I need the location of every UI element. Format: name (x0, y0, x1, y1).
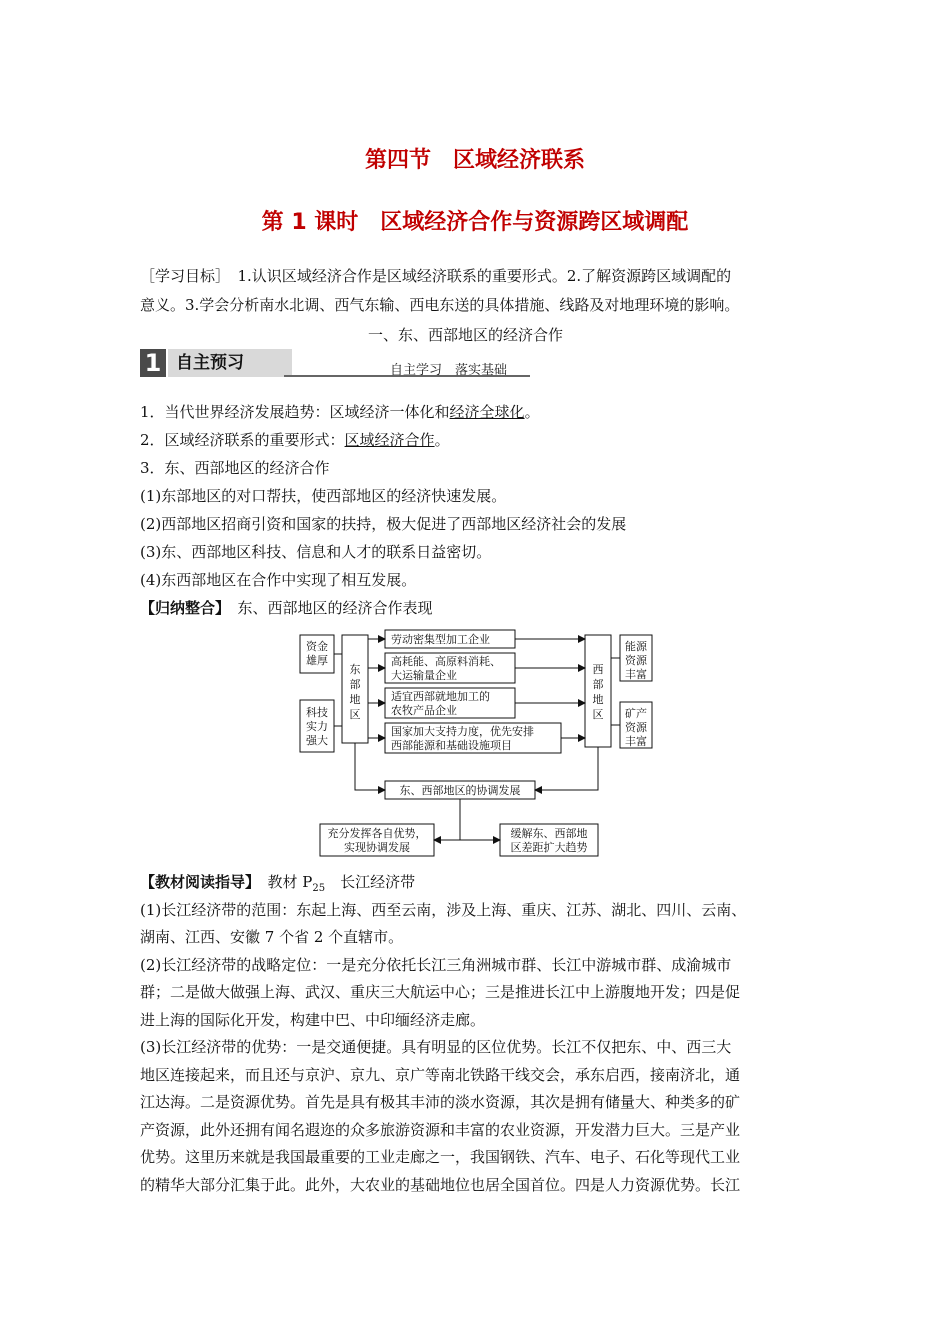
summary-label: 【归纳整合】 (140, 599, 223, 617)
item1-answer: 经济全球化 (449, 403, 525, 421)
reading-line-11: 的精华大部分汇集于此。此外，大农业的基础地位也居全国首位。四是人力资源优势。长江 (140, 1176, 741, 1194)
mid-box-3-line-1: 适宜西部就地加工的 (391, 690, 490, 703)
preview-sub-3: (3)东、西部地区科技、信息和人才的联系日益密切。 (140, 543, 492, 561)
reading-line-6: (3)长江经济带的优势：一是交通便捷。具有明显的区位优势。长江不仅把东、中、西三大 (140, 1038, 732, 1056)
out-left-line-1: 充分发挥各自优势， (327, 827, 427, 840)
preview-sub-4: (4)东西部地区在合作中实现了相互发展。 (140, 571, 417, 589)
preview-item-3: 3．东、西部地区的经济合作 (140, 459, 330, 477)
left-bottom-line-1: 科技 (306, 706, 328, 719)
right-top-line-1: 能源 (625, 640, 647, 653)
mid-box-1: 劳动密集型加工企业 (391, 633, 490, 646)
reading-line-1: (1)长江经济带的范围：东起上海、西至云南，涉及上海、重庆、江苏、湖北、四川、云南、 (140, 901, 747, 919)
out-left-line-2: 实现协调发展 (344, 841, 410, 854)
preview-item-1 (140, 401, 540, 422)
west-char-1: 西 (592, 663, 604, 676)
reading-label: 【教材阅读指导】 (140, 873, 253, 891)
reading-line-5: 进上海的国际化开发，构建中巴、中印缅经济走廊。 (140, 1011, 486, 1029)
item1-prefix: 1．当代世界经济发展趋势：区域经济一体化和 (140, 403, 450, 421)
reading-page-sub: 25 (312, 883, 326, 894)
mid-box-2-line-2: 大运输量企业 (391, 669, 457, 682)
mid-box-3-line-2: 农牧产品企业 (391, 704, 457, 717)
banner-right-text: 自主学习 落实基础 (390, 363, 508, 378)
cooperation-diagram (290, 628, 660, 860)
reading-line-9: 产资源，此外还拥有闻名遐迩的众多旅游资源和丰富的农业资源，开发潜力巨大。三是产业 (140, 1121, 741, 1139)
subheading: 一、东、西部地区的经济合作 (368, 326, 564, 344)
summary-text: 东、西部地区的经济合作表现 (222, 599, 433, 617)
banner-title: 自主预习 (168, 349, 292, 377)
west-char-2: 部 (592, 678, 604, 691)
item1-suffix: 。 (524, 403, 540, 421)
right-bottom-line-3: 丰富 (625, 735, 647, 748)
right-top-line-3: 丰富 (625, 668, 647, 681)
right-bottom-line-1: 矿产 (625, 707, 647, 720)
east-char-1: 东 (349, 663, 361, 676)
mid-box-4-line-2: 西部能源和基础设施项目 (391, 739, 512, 752)
reading-text-a: 教材 P (252, 873, 313, 891)
reading-heading (140, 871, 415, 894)
reading-line-7: 地区连接起来，而且还与京沪、京九、京广等南北铁路干线交会，承东启西，接南济北，通 (140, 1066, 741, 1084)
left-bottom-line-2: 实力 (306, 720, 328, 733)
banner-number: 1 (140, 349, 166, 377)
section-title: 第四节 区域经济联系 (364, 148, 585, 173)
out-right-line-2: 区差距扩大趋势 (510, 841, 588, 854)
objectives-line-1: ［学习目标］ 1.认识区域经济合作是区域经济联系的重要形式。2.了解资源跨区域调配的 (140, 267, 732, 285)
item2-prefix: 2．区域经济联系的重要形式： (140, 431, 345, 449)
reading-text-b: 长江经济带 (325, 873, 416, 891)
west-char-4: 区 (592, 708, 604, 721)
east-char-2: 部 (349, 678, 361, 691)
east-char-4: 区 (349, 708, 361, 721)
left-bottom-line-3: 强大 (306, 734, 328, 747)
coord-box: 东、西部地区的协调发展 (399, 784, 521, 797)
left-top-line-2: 雄厚 (306, 654, 328, 667)
right-bottom-line-2: 资源 (625, 721, 647, 734)
reading-line-8: 江达海。二是资源优势。首先是具有极其丰沛的淡水资源，其次是拥有储量大、种类多的矿 (140, 1093, 741, 1111)
summary-line (140, 597, 433, 618)
east-char-3: 地 (349, 693, 361, 706)
lesson-title: 第 1 课时 区域经济合作与资源跨区域调配 (261, 210, 689, 235)
mid-box-2-line-1: 高耗能、高原料消耗、 (391, 655, 501, 668)
left-top-line-1: 资金 (306, 640, 328, 653)
west-char-3: 地 (592, 693, 604, 706)
reading-line-2: 湖南、江西、安徽 7 个省 2 个直辖市。 (140, 928, 404, 946)
preview-sub-1: (1)东部地区的对口帮扶，使西部地区的经济快速发展。 (140, 487, 507, 505)
item2-answer: 区域经济合作 (344, 431, 435, 449)
preview-item-2 (140, 429, 450, 450)
mid-box-4-line-1: 国家加大支持力度，优先安排 (391, 725, 534, 738)
reading-line-10: 优势。这里历来就是我国最重要的工业走廊之一，我国钢铁、汽车、电子、石化等现代工业 (140, 1148, 741, 1166)
reading-line-3: (2)长江经济带的战略定位：一是充分依托长江三角洲城市群、长江中游城市群、成渝城市 (140, 956, 732, 974)
item2-suffix: 。 (434, 431, 450, 449)
out-right-line-1: 缓解东、西部地 (510, 827, 588, 840)
objectives-line-2: 意义。3.学会分析南水北调、西气东输、西电东送的具体措施、线路及对地理环境的影响。 (140, 296, 740, 314)
right-top-line-2: 资源 (625, 654, 647, 667)
reading-line-4: 群；二是做大做强上海、武汉、重庆三大航运中心；三是推进长江中上游腹地开发；四是促 (140, 983, 741, 1001)
preview-sub-2: (2)西部地区招商引资和国家的扶持，极大促进了西部地区经济社会的发展 (140, 515, 627, 533)
section-banner (140, 349, 530, 379)
